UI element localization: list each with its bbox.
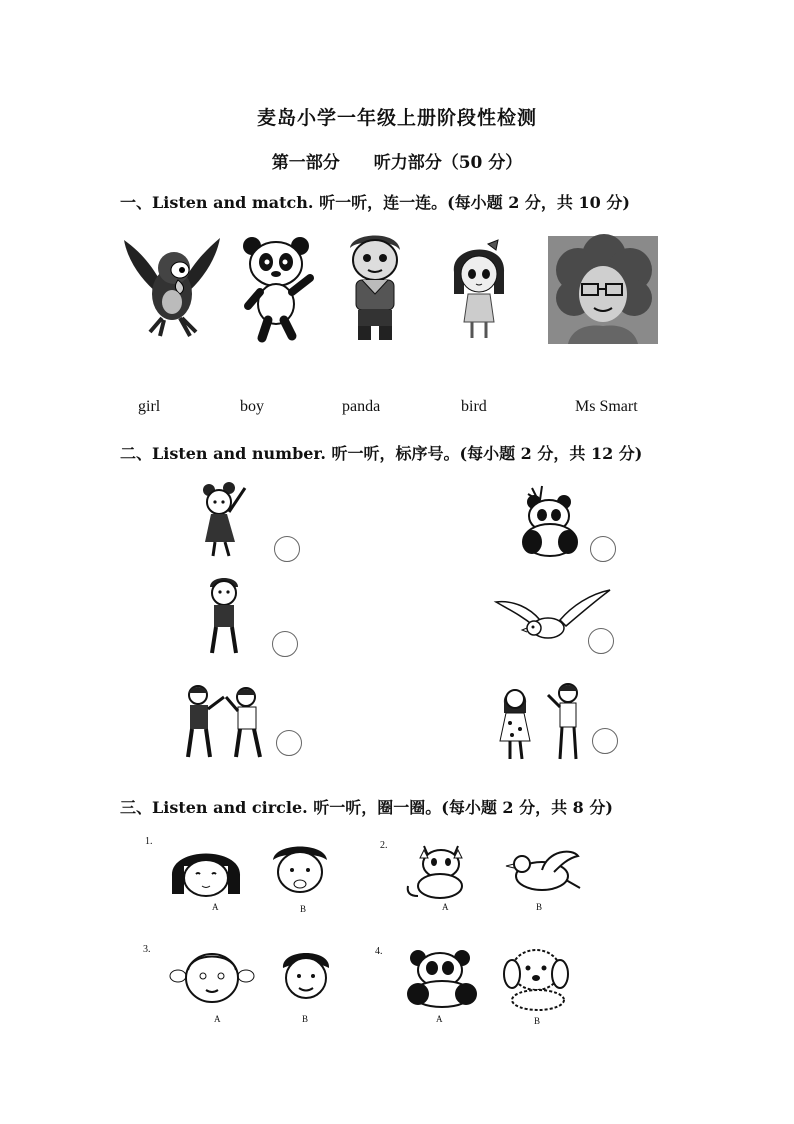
option-b-label: B bbox=[536, 902, 543, 912]
panda-icon bbox=[398, 946, 486, 1008]
answer-circle[interactable] bbox=[274, 536, 300, 562]
answer-circle[interactable] bbox=[588, 628, 614, 654]
question-number: 4. bbox=[375, 946, 383, 957]
girl-pigtails-icon bbox=[168, 948, 256, 1010]
word-ms-smart: Ms Smart bbox=[575, 398, 638, 415]
part-label: 第一部分 bbox=[271, 153, 340, 173]
bird-icon bbox=[120, 232, 224, 344]
cat-icon bbox=[404, 842, 480, 900]
option-b-label: B bbox=[534, 1016, 541, 1026]
teacher-icon bbox=[548, 236, 658, 344]
girl-waving-icon bbox=[195, 480, 255, 560]
dog-icon bbox=[496, 946, 578, 1012]
word-panda: panda bbox=[342, 398, 381, 415]
answer-circle[interactable] bbox=[276, 730, 302, 756]
section1-heading: 一、Listen and match. 听一听，连一连。(每小题 2 分，共 10 分) bbox=[120, 193, 630, 212]
option-a-label: A bbox=[436, 1014, 443, 1024]
question-number: 2. bbox=[380, 840, 388, 851]
part-heading bbox=[0, 148, 794, 173]
bird-icon bbox=[502, 846, 582, 896]
word-girl: girl bbox=[138, 398, 161, 415]
word-boy: boy bbox=[240, 398, 264, 415]
section3-heading: 三、Listen and circle. 听一听，圈一圈。(每小题 2 分，共 8 分) bbox=[120, 798, 613, 817]
question-number: 3. bbox=[143, 944, 151, 955]
girl-face-icon bbox=[168, 842, 244, 900]
part-name: 听力部分（50 分） bbox=[373, 153, 523, 173]
option-b-label: B bbox=[300, 904, 307, 914]
panda-bamboo-icon bbox=[512, 486, 582, 558]
answer-circle[interactable] bbox=[272, 631, 298, 657]
two-boys-icon bbox=[180, 683, 272, 763]
panda-icon bbox=[240, 234, 318, 344]
option-a-label: A bbox=[212, 902, 219, 912]
boy-face-icon bbox=[265, 840, 335, 900]
boy-icon bbox=[338, 228, 412, 344]
girl-and-boy-icon bbox=[498, 683, 590, 763]
section2-heading: 二、Listen and number. 听一听，标序号。(每小题 2 分，共 12 分) bbox=[120, 444, 643, 463]
option-b-label: B bbox=[302, 1014, 309, 1024]
boy-icon bbox=[202, 575, 246, 657]
option-a-label: A bbox=[214, 1014, 221, 1024]
girl-icon bbox=[448, 238, 510, 342]
word-bird: bird bbox=[461, 398, 487, 415]
question-number: 1. bbox=[145, 836, 153, 847]
answer-circle[interactable] bbox=[590, 536, 616, 562]
boy-face-icon bbox=[275, 946, 337, 1008]
page-title: 麦岛小学一年级上册阶段性检测 bbox=[256, 107, 537, 129]
option-a-label: A bbox=[442, 902, 449, 912]
answer-circle[interactable] bbox=[592, 728, 618, 754]
